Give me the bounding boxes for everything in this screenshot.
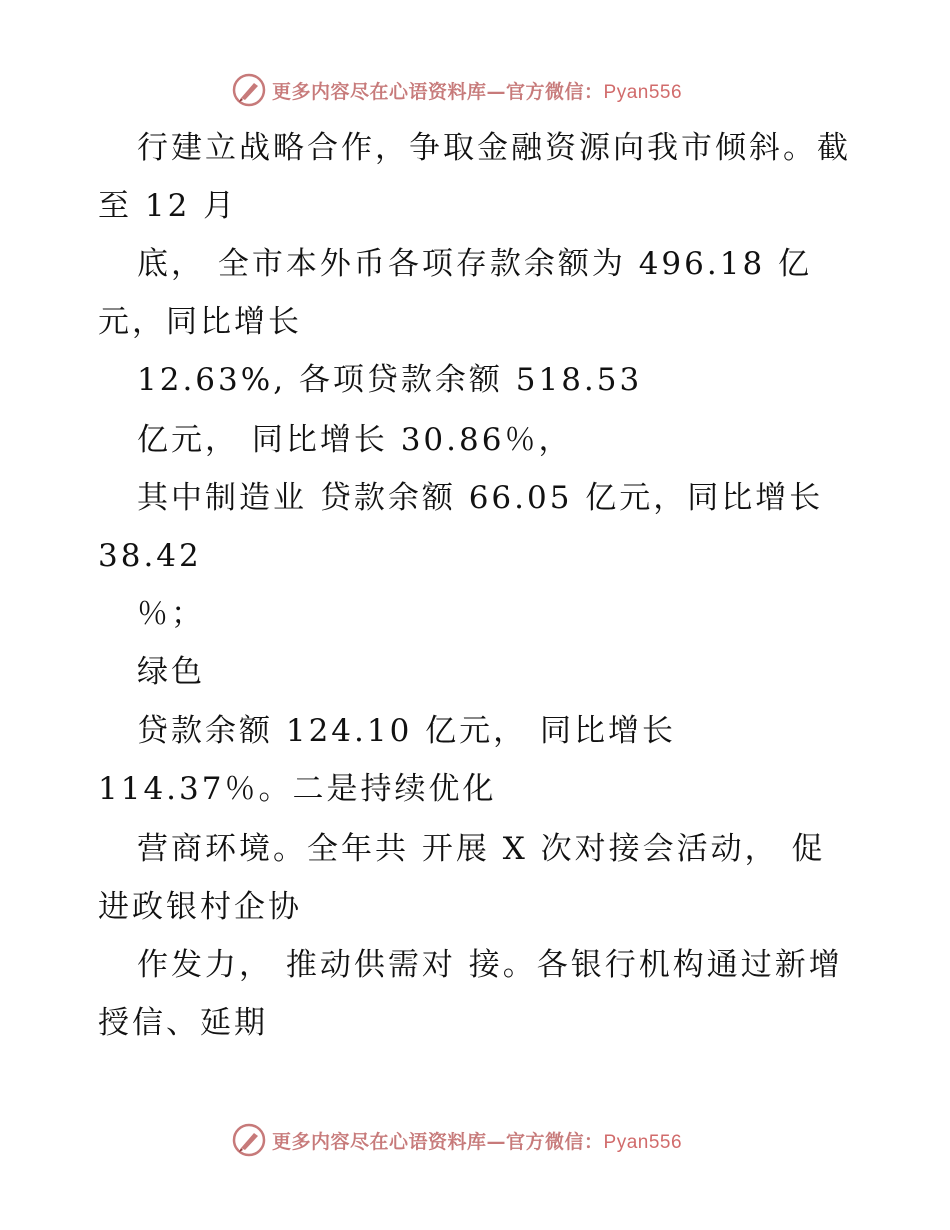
- text-line: 38.42: [98, 538, 202, 574]
- text-line: 行建立战略合作，争取金融资源向我市倾斜。截: [137, 130, 851, 166]
- quill-pen-logo-icon: [232, 1123, 266, 1157]
- header-wechat-id: Pyan556: [603, 81, 683, 103]
- text-line: 贷款余额 124.10 亿元， 同比增长: [137, 713, 677, 749]
- text-line: 至 12 月: [98, 188, 238, 224]
- header-banner-text: 更多内容尽在心语资料库—官方微信：Pyan556: [272, 80, 683, 103]
- text-line: 进政银村企协: [98, 889, 302, 925]
- footer-banner-text: 更多内容尽在心语资料库—官方微信：Pyan556: [272, 1130, 683, 1153]
- text-line: 元，同比增长: [98, 304, 302, 340]
- footer-banner[interactable]: [232, 1120, 682, 1160]
- text-line: 其中制造业 贷款余额 66.05 亿元，同比增长: [137, 480, 824, 516]
- text-line: 营商环境。全年共 开展 X 次对接会活动， 促: [137, 831, 826, 867]
- text-line: 114.37％。二是持续优化: [98, 771, 497, 807]
- text-line: 12.63%, 各项贷款余额 518.53: [137, 362, 643, 398]
- text-line: 亿元， 同比增长 30.86％，: [137, 422, 573, 458]
- text-line: ％；: [137, 596, 205, 632]
- text-line: 授信、延期: [98, 1005, 268, 1041]
- text-line: 作发力， 推动供需对 接。各银行机构通过新增: [137, 947, 843, 983]
- text-line: 绿色: [137, 654, 205, 690]
- footer-wechat-id: Pyan556: [603, 1131, 683, 1153]
- text-line: 底， 全市本外币各项存款余额为 496.18 亿: [137, 246, 813, 282]
